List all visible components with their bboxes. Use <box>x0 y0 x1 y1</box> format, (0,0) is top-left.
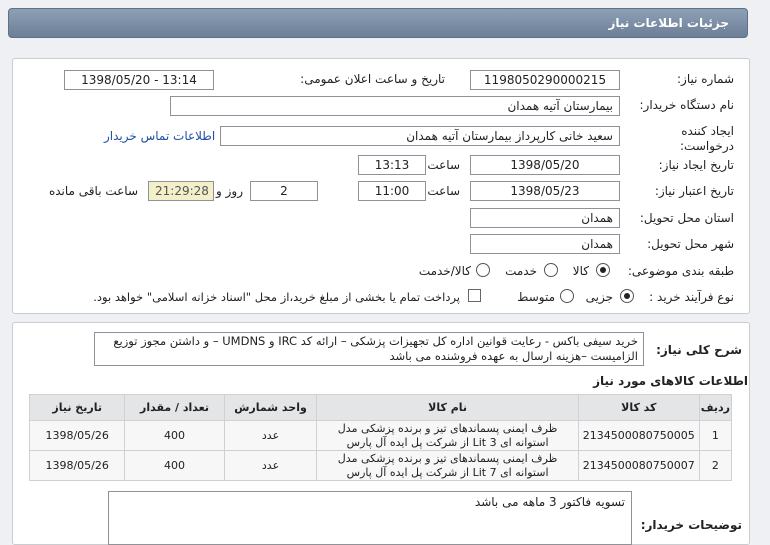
page-title: جزئیات اطلاعات نیاز <box>608 16 729 30</box>
cell-qty: 400 <box>125 451 224 481</box>
cell-code: 2134500080750005 <box>578 421 699 451</box>
category-service-label: خدمت <box>505 264 537 278</box>
validity-date-field: 1398/05/23 <box>470 181 620 201</box>
cell-name: ظرف ایمنی پسماندهای تیز و برنده پزشکی مدل استوانه ای Lit 3 از شرکت پل ایده آل پارس <box>317 421 578 451</box>
validity-label: تاریخ اعتبار نیاز: <box>654 184 734 198</box>
col-unit: واحد شمارش <box>224 395 317 421</box>
cell-row: 2 <box>699 451 731 481</box>
city-field: همدان <box>470 234 620 254</box>
validity-time-label: ساعت <box>427 184 460 198</box>
category-label: طبقه بندی موضوعی: <box>627 264 734 278</box>
announce-label: تاریخ و ساعت اعلان عمومی: <box>300 72 445 86</box>
description-label: شرح کلی نیاز: <box>656 343 742 357</box>
treasury-payment-checkbox[interactable] <box>468 289 481 302</box>
remaining-time-field: 21:29:28 <box>148 181 214 201</box>
description-text: خرید سیفی باکس - رعایت قوانین اداره کل تجهیزات پزشکی – ارائه کد IRC و UMDNS – و داشتن مجوز توزیع الزامیست –هزینه ارسال به عهده فروشنده می باشد <box>113 334 638 363</box>
buyer-notes-label: توضیحات خریدار: <box>640 518 742 532</box>
description-box <box>94 332 644 366</box>
process-label: نوع فرآیند خرید : <box>649 290 734 304</box>
category-service-radio[interactable] <box>544 263 558 277</box>
col-code: کد کالا <box>578 395 699 421</box>
cell-code: 2134500080750007 <box>578 451 699 481</box>
validity-time-field: 11:00 <box>358 181 426 201</box>
table-row <box>30 421 732 451</box>
col-row: ردیف <box>699 395 731 421</box>
buyer-notes-box <box>108 491 632 545</box>
created-date-field: 1398/05/20 <box>470 155 620 175</box>
process-medium-label: متوسط <box>517 290 555 304</box>
process-minor-label: جزیی <box>585 290 613 304</box>
need-number-field: 1198050290000215 <box>470 70 620 90</box>
remaining-days-field: 2 <box>250 181 318 201</box>
province-field: همدان <box>470 208 620 228</box>
items-title: اطلاعات کالاهای مورد نیاز <box>593 374 748 388</box>
created-time-label: ساعت <box>427 158 460 172</box>
cell-unit: عدد <box>224 421 317 451</box>
announce-field: 1398/05/20 - 13:14 <box>64 70 214 90</box>
buyer-org-label: نام دستگاه خریدار: <box>639 98 734 112</box>
col-date: تاریخ نیاز <box>30 395 125 421</box>
col-name: نام کالا <box>317 395 578 421</box>
creator-field: سعید خانی کارپرداز بیمارستان آتیه همدان <box>220 126 620 146</box>
items-table <box>29 394 732 481</box>
category-both-radio[interactable] <box>476 263 490 277</box>
buyer-org-field: بیمارستان آتیه همدان <box>170 96 620 116</box>
category-goods-label: کالا <box>572 264 589 278</box>
process-minor-radio[interactable] <box>620 289 634 303</box>
table-row <box>30 451 732 481</box>
col-qty: تعداد / مقدار <box>125 395 224 421</box>
creator-label: ایجاد کننده درخواست: <box>680 124 734 153</box>
buyer-notes-text: تسویه فاکتور 3 ماهه می باشد <box>474 495 625 509</box>
process-medium-radio[interactable] <box>560 289 574 303</box>
cell-date: 1398/05/26 <box>30 451 125 481</box>
treasury-payment-note: پرداخت تمام یا بخشی از مبلغ خرید،از محل "اسناد خزانه اسلامی" خواهد بود. <box>93 290 460 304</box>
category-both-label: کالا/خدمت <box>418 264 471 278</box>
city-label: شهر محل تحویل: <box>647 237 734 251</box>
cell-unit: عدد <box>224 451 317 481</box>
cell-qty: 400 <box>125 421 224 451</box>
page-header <box>8 8 748 38</box>
category-goods-radio[interactable] <box>596 263 610 277</box>
created-date-label: تاریخ ایجاد نیاز: <box>658 158 734 172</box>
province-label: استان محل تحویل: <box>639 211 734 225</box>
days-label: روز و <box>216 184 243 198</box>
cell-date: 1398/05/26 <box>30 421 125 451</box>
buyer-contact-link[interactable]: اطلاعات تماس خریدار <box>104 129 216 143</box>
cell-name: ظرف ایمنی پسماندهای تیز و برنده پزشکی مدل استوانه ای Lit 7 از شرکت پل ایده آل پارس <box>317 451 578 481</box>
remaining-label: ساعت باقی مانده <box>48 184 138 198</box>
created-time-field: 13:13 <box>358 155 426 175</box>
items-header-row <box>30 395 732 421</box>
need-number-label: شماره نیاز: <box>677 72 734 86</box>
cell-row: 1 <box>699 421 731 451</box>
